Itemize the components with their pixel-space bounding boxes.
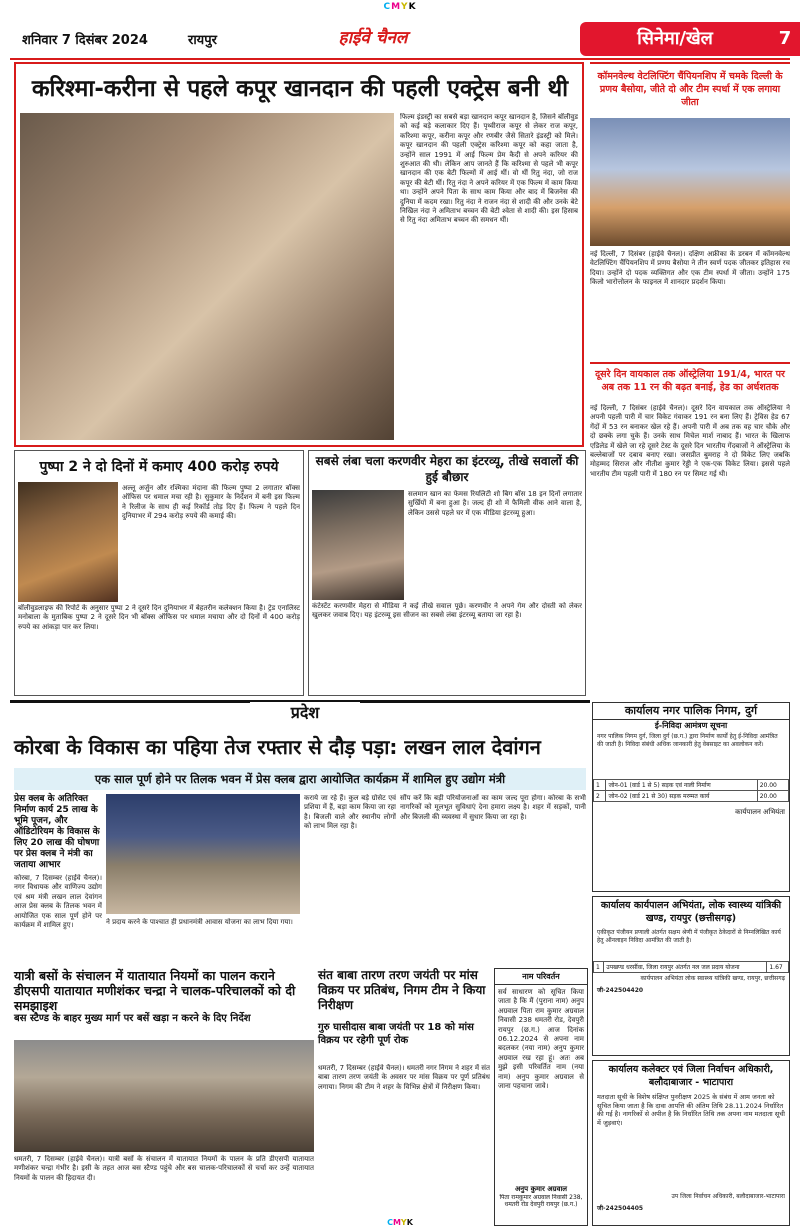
interview-photo — [312, 490, 404, 600]
meat-ban-body: धमतरी, 7 दिसम्बर (हाईवे चैनल)। धमतरी नगर निगम ने शहर में संत बाबा तारण तरण जयंती के अवसर पर मांस विक्रय पर पूर्ण प्रतिबंध लगाया। निगम की टीम ने शहर के विभिन्न क्षेत्रों में निरीक्षण किया। — [318, 1064, 490, 1091]
tender-table — [593, 779, 789, 802]
traffic-headline: यात्री बसों के संचालन में यातायात नियमों का पालन कराने डीएसपी यातायात मणीशंकर चन्द्रा ने चालक-परिचालकों को दी समझाइश — [14, 968, 296, 1013]
issue-date: शनिवार 7 दिसंबर 2024 — [22, 33, 148, 48]
table-row: 1 जोन-01 (वार्ड 1 से 5) सड़क एवं नाली निर्माण 20.00 — [594, 780, 789, 791]
korba-lead: प्रेस क्लब के अतिरिक्त निर्माण कार्य 25 लाख के भूमि पूजन, और ऑडिटोरियम के विकास के लिए 20 लाख की घोषणा पर प्रेस क्लब ने मंत्री का जताया आभार — [14, 794, 100, 870]
pushpa-body-2: बॉलीवुडलाइफ की रिपोर्ट के अनुसार पुष्पा 2 ने दूसरे दिन दुनियाभर में बेहतरीन कलेक्शन किया है। ट्रेड एनालिस्ट मनोबाला के मुताबिक पुष्पा 2 ने दूसरे दिन भी बॉक्स ऑफिस पर धमाल मचाया और दो दिनों में 400 करोड़ रुपये का आंकड़ा पार कर लिया। — [18, 604, 300, 631]
cricket-headline: दूसरे दिन वायकाल तक ऑस्ट्रेलिया 191/4, भारत पर अब तक 11 रन की बढ़त बनाई, हेड का अर्धशतक — [590, 362, 790, 402]
korba-body-1: कोरबा, 7 दिसम्बर (हाईवे चैनल)। नगर विधायक और वाणिज्य उद्योग एवं श्रम मंत्री लखन लाल देवांगन आज प्रेस क्लब के तिलक भवन में आयोजित एक साल पूर्ण होने पर कार्यक्रम में शामिल हुए। — [14, 874, 102, 930]
election-code: जी-242504405 — [597, 1205, 644, 1212]
name-change-title: नाम परिवर्तन — [495, 969, 587, 985]
korba-body-3: कराये जा रहे हैं। कुल बड़े ग्रोसेट एवं प्रशिया में हैं, बड़ा काम किया जा रहा है। बिजली वाले और स्थानीय लोगों को लाभ मिल रहा है। — [304, 794, 396, 831]
phe-table — [593, 961, 789, 973]
pushpa-body-1: अल्लू अर्जुन और रश्मिका मंदाना की फिल्म पुष्पा 2 लगातार बॉक्स ऑफिस पर धमाल मचा रही है। सुकुमार के निर्देशन में बनी इस फिल्म ने रिलीज के साथ ही कई रिकॉर्ड तोड़ दिए हैं। फिल्म ने पहले दिन दुनियाभर में 294 करोड़ रुपये की कमाई की। — [122, 484, 300, 521]
interview-headline: सबसे लंबा चला करणवीर मेहरा का इंटरव्यू, तीखे सवालों की हुई बौछार — [315, 454, 579, 484]
tender-notice-phe — [592, 896, 790, 1056]
name-change-notice — [494, 968, 588, 1226]
name-change-address: पिता रामकुमार अग्रवाल निवासी 238, धमतरी रोड देवपुरी रायपुर (छ.ग.) — [499, 1194, 583, 1208]
traffic-photo — [14, 1040, 314, 1152]
color-registration-marks-bottom: CMYK — [387, 1218, 413, 1227]
sports-headline: कॉमनवेल्थ वेटलिफ्टिंग चैंपियनशिप में चमके दिल्ली के प्रणय बैसोया, जीते दो और टीम स्पर्धा में एक लगाया जीता — [590, 62, 790, 118]
tender-title: कार्यालय नगर पालिक निगम, दुर्ग — [593, 703, 789, 720]
lead-photo — [20, 113, 394, 440]
election-footer: उप जिला निर्वाचन अधिकारी, बलौदाबाजार-भाटापारा — [671, 1193, 785, 1200]
edition-city: रायपुर — [188, 33, 217, 48]
interview-body-1: सलमान खान का फेमस रियलिटी शो बिग बॉस 18 इन दिनों लगातार सुर्खियों में बना हुआ है। जल्द ही शो में फैमिली वीक आने वाला है, लेकिन उससे पहले घर में एक मीडिया इंटरव्यू हुआ। — [408, 490, 582, 517]
section-title: सिनेमा/खेल — [580, 22, 770, 56]
interview-body-2: कंटेस्टेंट करणवीर मेहरा से मीडिया ने कई तीखे सवाल पूछे। करणवीर ने अपने गेम और दोस्ती को लेकर खुलकर जवाब दिए। यह इंटरव्यू इस सीजन का सबसे लंबा इंटरव्यू बताया जा रहा है। — [312, 602, 582, 620]
pradesh-label: प्रदेश — [250, 702, 360, 724]
masthead-divider — [10, 58, 790, 60]
phe-title: कार्यालय कार्यपालन अभियंता, लोक स्वास्थ्य यांत्रिकी खण्ड, रायपुर (छत्तीसगढ़) — [600, 900, 782, 924]
name-change-signature: अनुप कुमार अग्रवाल — [514, 1185, 568, 1193]
phe-code: जी-242504420 — [597, 987, 644, 994]
election-notice — [592, 1060, 790, 1226]
meat-ban-subhead: गुरु घासीदास बाबा जयंती पर 18 को मांस विक्रय पर रहेगी पूर्ण रोक — [318, 1022, 474, 1046]
traffic-body: धमतरी, 7 दिसम्बर (हाईवे चैनल)। यात्री बसों के संचालन में यातायात नियमों के पालन के प्रति डीएसपी यातायात मणीशंकर चन्द्रा गंभीर है। इसी के तहत आज बस स्टैण्ड पहुंचे और बस चालक-परिचालकों से चर्चा कर उन्हें यातायात नियमों के पालन की हिदायत दी। — [14, 1155, 314, 1182]
pushpa-photo — [18, 482, 118, 602]
election-body: मतदाता सूची के विशेष संक्षिप्त पुनरीक्षण 2025 के संबंध में आम जनता को सूचित किया जाता है कि दावा आपत्ति की अंतिम तिथि 28.11.2024 निर्धारित की गई है। नागरिकों से अपील है कि निर्धारित तिथि तक अपना नाम मतदाता सूची में जुड़वाएं। — [597, 1093, 785, 1127]
page-number: 7 — [770, 22, 800, 56]
korba-body-4: सौंप करें कि बड़ी परियोजनाओं का काम जल्द पूरा होगा। कोरबा के सभी नागरिकों को मूलभूत सुविधाएं देना हमारा लक्ष्य है। शहर में सड़कों, पानी और बिजली की व्यवस्था में सुधार किया जा रहा है। — [400, 794, 586, 821]
korba-headline: कोरबा के विकास का पहिया तेज रफ्तार से दौड़ पड़ा: लखन लाल देवांगन — [14, 735, 541, 759]
color-registration-marks: CMYK — [383, 2, 417, 12]
traffic-subhead: बस स्टैण्ड के बाहर मुख्य मार्ग पर बसें खड़ा न करने के दिए निर्देश — [14, 1013, 251, 1024]
phe-body: एकीकृत पंजीयन प्रणाली अंतर्गत सक्षम श्रेणी में पंजीकृत ठेकेदारों से निम्नलिखित कार्य हेतु ऑनलाइन निविदा आमंत्रित की जाती है। — [597, 929, 781, 944]
cricket-body: नई दिल्ली, 7 दिसंबर (हाईवे चैनल)। दूसरे दिन वायकाल तक ऑस्ट्रेलिया ने अपनी पहली पारी में चार विकेट गंवाकर 191 रन बना लिए हैं। ट्रेविस हेड 67 गेंदों में 53 रन बनाकर खेल रहे हैं। अपनी पारी में अब तक वह चार चौके और दो छक्के लगा चुके हैं। उनके साथ मिचेल मार्श नाबाद हैं। भारत के खिलाफ एडिलेड में खेले जा रहे दूसरे टेस्ट के दूसरे दिन भारतीय गेंदबाजों ने ऑस्ट्रेलिया के बल्लेबाजों पर दबाव बनाए रखा। जसप्रीत बुमराह ने दो विकेट लिए जबकि मोहम्मद सिराज और नीतीश कुमार रेड्डी ने एक-एक विकेट लिया। इससे पहले भारतीय टीम पहली पारी में 180 रन पर सिमट गई थी। — [590, 404, 790, 478]
table-row: 2 जोन-02 (वार्ड 21 से 30) सड़क मरम्मत कार्य 20.00 — [594, 791, 789, 802]
lead-body: फिल्म इंडस्ट्री का सबसे बड़ा खानदान कपूर खानदान है, जिसने बॉलीवुड को कई बड़े कलाकार दिए हैं। पृथ्वीराज कपूर से लेकर राज कपूर, करिश्मा कपूर, करीना कपूर और रणबीर जैसे सितारे इंडस्ट्री को मिले। कपूर खानदान की पहली एक्ट्रेस करिश्मा कपूर को कहा जाता है, उन्होंने साल 1991 में आई फिल्म प्रेम कैदी से अपने करियर की शुरुआत की थी। लेकिन आप जानते हैं कि करिश्मा से पहले भी कपूर खानदान की एक बेटी फिल्मों में आई थीं। वो थीं रितु नंदा, जो राज कपूर की बेटी थीं। रितु नंदा ने अपने करियर में एक फिल्म में काम किया था। उन्होंने अपने पिता के साथ काम किया और बाद में बिजनेस की दुनिया में कदम रखा। रितु नंदा ने राजन नंदा से शादी की और उनके बेटे निखिल नंदा ने अमिताभ बच्चन की बेटी श्वेता से शादी की। इस हिसाब से रितु नंदा अमिताभ बच्चन की समधन थीं। — [400, 113, 578, 225]
tender-body: नगर पालिक निगम दुर्ग, जिला दुर्ग (छ.ग.) द्वारा निर्माण कार्यों हेतु ई-निविदा आमंत्रित की जाती है। निविदा संबंधी अधिक जानकारी हेतु वेबसाइट का अवलोकन करें। — [597, 733, 778, 748]
korba-body-2: ने प्रदाय करने के पाश्चात ही प्रधानमंत्री आवास योजना का लाभ दिया गया। — [106, 918, 293, 926]
phe-footer: कार्यपालन अभियंता लोक स्वास्थ्य यांत्रिकी खण्ड, रायपुर, छत्तीसगढ़ — [640, 975, 785, 982]
tender-subtitle: ई-निविदा आमंत्रण सूचना — [654, 721, 728, 730]
pushpa-headline: पुष्पा 2 ने दो दिनों में कमाए 400 करोड़ रुपये — [39, 459, 279, 475]
sports-photo — [590, 118, 790, 246]
sports-body: नई दिल्ली, 7 दिसंबर (हाईवे चैनल)। दक्षिण अफ्रीका के डरबन में कॉमनवेल्थ वेटलिफ्टिंग चैंपियनशिप में प्रणय बैसोया ने तीन स्वर्ण पदक जीतकर इतिहास रच दिया। उन्होंने दो पदक व्यक्तिगत और एक टीम स्पर्धा में जीता। उन्होंने 175 किलो भारोत्तोलन के फाइनल में शानदार प्रदर्शन किया। — [590, 250, 790, 287]
korba-col-1 — [14, 794, 102, 966]
name-change-body: सर्व साधारण को सूचित किया जाता है कि मैं (पुराना नाम) अनुप अग्रवाल पिता राम कुमार अग्रवाल निवासी 238 धमतरी रोड, देवपुरी रायपुर (छ.ग.) आज दिनांक 06.12.2024 से अपना नाम बदलकर (नया नाम) अनुप कुमार अग्रवाल रख रहा हूं। अतः अब मुझे इसी परिवर्तित नाम (नया नाम) अनुप कुमार अग्रवाल से जाना पहचाना जावे। — [498, 988, 584, 1091]
newspaper-logo: हाईवे चैनल — [338, 28, 408, 48]
tender-footer: कार्यपालन अभियंता — [735, 808, 785, 816]
election-title: कार्यालय कलेक्टर एवं जिला निर्वाचन अधिकारी, बलौदाबाजार - भाटापारा — [608, 1064, 774, 1088]
korba-photo — [106, 794, 300, 914]
meat-ban-headline: संत बाबा तारण तरण जयंती पर मांस विक्रय पर प्रतिबंध, निगम टीम ने किया निरीक्षण — [318, 968, 486, 1012]
lead-headline: करिश्मा-करीना से पहले कपूर खानदान की पहली एक्ट्रेस बनी थी — [31, 76, 569, 102]
tender-notice-durg — [592, 702, 790, 892]
table-row: 1 उपखण्ड धरसींवा, जिला रायपुर अंतर्गत नल जल प्रदाय योजना 1.67 — [594, 962, 789, 973]
korba-subhead: एक साल पूर्ण होने पर तिलक भवन में प्रेस क्लब द्वारा आयोजित कार्यक्रम में शामिल हुए उद्योग मंत्री — [14, 768, 586, 790]
